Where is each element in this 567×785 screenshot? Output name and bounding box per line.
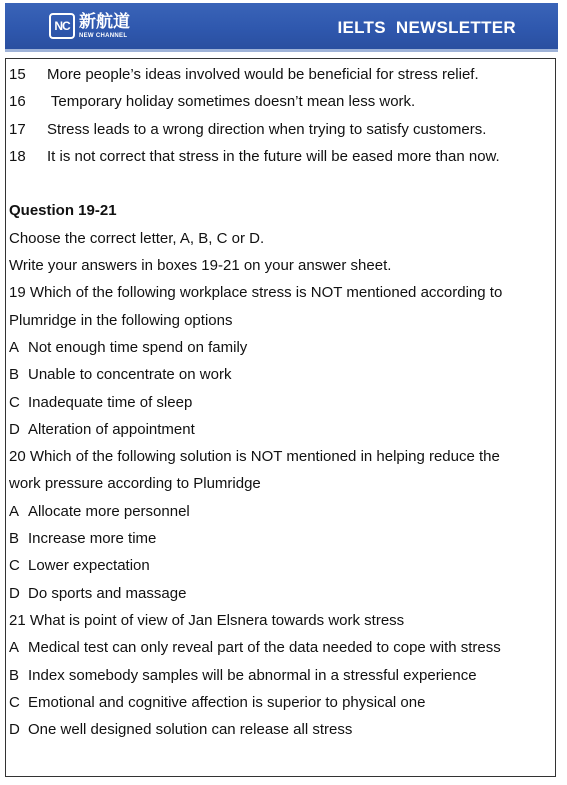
logo-chinese-text: 新航道: [79, 11, 130, 32]
q21-option-d: D One well designed solution can release all stress: [9, 721, 353, 739]
statement-18: 18 It is not correct that stress in the future will be eased more than now.: [9, 147, 500, 165]
section-heading: Question 19-21: [9, 202, 117, 220]
q20-option-b: B Increase more time: [9, 530, 157, 548]
statement-15: 15 More people’s ideas involved would be beneficial for stress relief.: [9, 66, 479, 83]
q19-option-a: A Not enough time spend on family: [9, 338, 248, 356]
question-19-text: 19 Which of the following workplace stress is NOT mentioned according to: [9, 284, 503, 302]
q19-option-c: C Inadequate time of sleep: [9, 393, 193, 411]
logo-english-text: NEW CHANNEL: [79, 32, 128, 39]
new-channel-logo: [49, 10, 130, 42]
question-20-text: 20 Which of the following solution is NOT mentioned in helping reduce the: [9, 448, 500, 466]
question-21-text: 21 What is point of view of Jan Elsnera towards work stress: [9, 611, 405, 629]
document-body: [9, 61, 554, 743]
q20-option-d: D Do sports and massage: [9, 584, 187, 602]
header-divider: [5, 49, 558, 52]
q20-option-c: C Lower expectation: [9, 557, 150, 575]
instruction-line: Choose the correct letter, A, B, C or D.: [9, 229, 265, 247]
instruction-line: Write your answers in boxes 19-21 on your answer sheet.: [9, 257, 392, 275]
statement-16: 16 Temporary holiday sometimes doesn’t mean less work.: [9, 93, 416, 111]
q19-option-b: B Unable to concentrate on work: [9, 366, 232, 384]
newsletter-title: IELTS NEWSLETTER: [337, 18, 516, 37]
nc-logo-icon: NC: [49, 13, 75, 39]
statement-17: 17 Stress leads to a wrong direction when trying to satisfy customers.: [9, 120, 487, 138]
q21-option-c: C Emotional and cognitive affection is superior to physical one: [9, 693, 426, 711]
newsletter-header: [5, 3, 558, 49]
question-19-text-cont: Plumridge in the following options: [9, 311, 233, 329]
q21-option-a: A Medical test can only reveal part of the data needed to cope with stress: [9, 639, 501, 657]
q20-option-a: A Allocate more personnel: [9, 502, 190, 520]
q19-option-d: D Alteration of appointment: [9, 420, 195, 438]
question-20-text-cont: work pressure according to Plumridge: [9, 475, 261, 493]
q21-option-b: B Index somebody samples will be abnormal in a stressful experience: [9, 666, 477, 684]
